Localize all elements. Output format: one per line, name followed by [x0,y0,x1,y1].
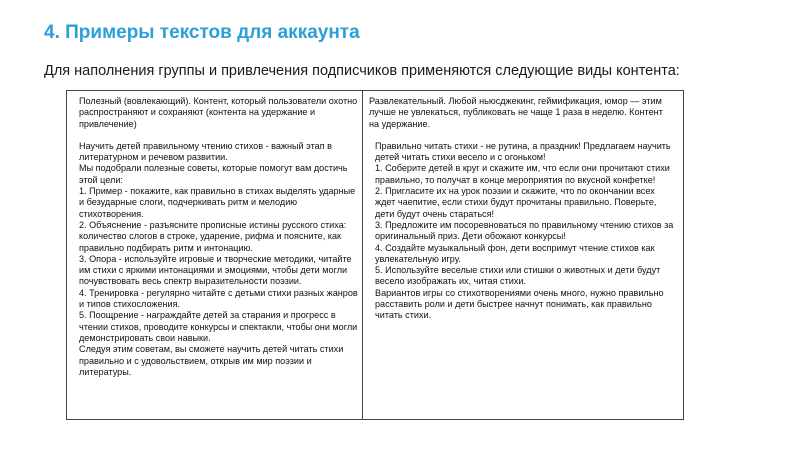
table-column-useful [67,91,363,419]
content-table [66,90,684,420]
useful-body: Научить детей правильному чтению стихов - важный этап в литературном и речевом развитии. Мы подобрали полезные советы, которые помогут вам достичь этой цели: 1. Пример - покажите, как правильно в стихах выделять ударные и безударные слоги, подчеркивать ритм и мелодию стихотворения. 2. Объяснение - разъясните прописные истины русского стиха: количество слогов в строке, ударение, рифма и поясните, как правильно подбирать ритм и интонацию. 3. Опора - используйте игровые и творческие методики, читайте им стихи с яркими интонациями и эмоциями, чтобы дети могли почувствовать весь спектр выразительности поэзии. 4. Тренировка - регулярно читайте с детьми стихи разных жанров и типов стихосложения. 5. Поощрение - награждайте детей за старания и прогресс в чтении стихов, проводите конкурсы и спектакли, чтобы они могли демонстрировать свои навыки. Следуя этим советам, вы сможете научить детей читать стихи правильно и с удовольствием, открыв им мир поэзии и литературы. [79,140,358,377]
slide-title: 4. Примеры текстов для аккаунта [44,22,360,43]
spacer [73,130,358,141]
useful-heading: Полезный (вовлекающий). Контент, который пользователи охотно распространяют и сохраняют (контента на удержание и привлечение) [79,96,358,129]
table-column-entertaining [363,91,683,419]
spacer [369,130,675,141]
entertaining-heading: Развлекательный. Любой ньюсджекинг, геймификация, юмор — этим лучше не увлекаться, публиковать не чаще 1 раза в неделю. Контент на удержание. [369,96,663,129]
entertaining-body: Правильно читать стихи - не рутина, а праздник! Предлагаем научить детей читать стихи весело и с огоньком! 1. Соберите детей в круг и скажите им, что если они прочитают стихи правильно, то получат в конце мероприятия по вкусной конфетке! 2. Пригласите их на урок поэзии и скажите, что по окончании всех ждет чаепитие, если стихи будут прочитаны правильно. Поверьте, дети будут очень стараться! 3. Предложите им посоревноваться по правильному чтению стихов за оригинальный приз. Дети обожают конкурсы! 4. Создайте музыкальный фон, дети воспримут чтение стихов как увлекательную игру. 5. Используйте веселые стихи или стишки о животных и дети будут весело изображать их, читая стихи. Вариантов игры со стихотворениями очень много, нужно правильно расставить роли и дети быстрее начнут понимать, как правильно читать стихи. [375,140,674,321]
slide-subtitle: Для наполнения группы и привлечения подписчиков применяются следующие виды контента: [44,63,680,79]
